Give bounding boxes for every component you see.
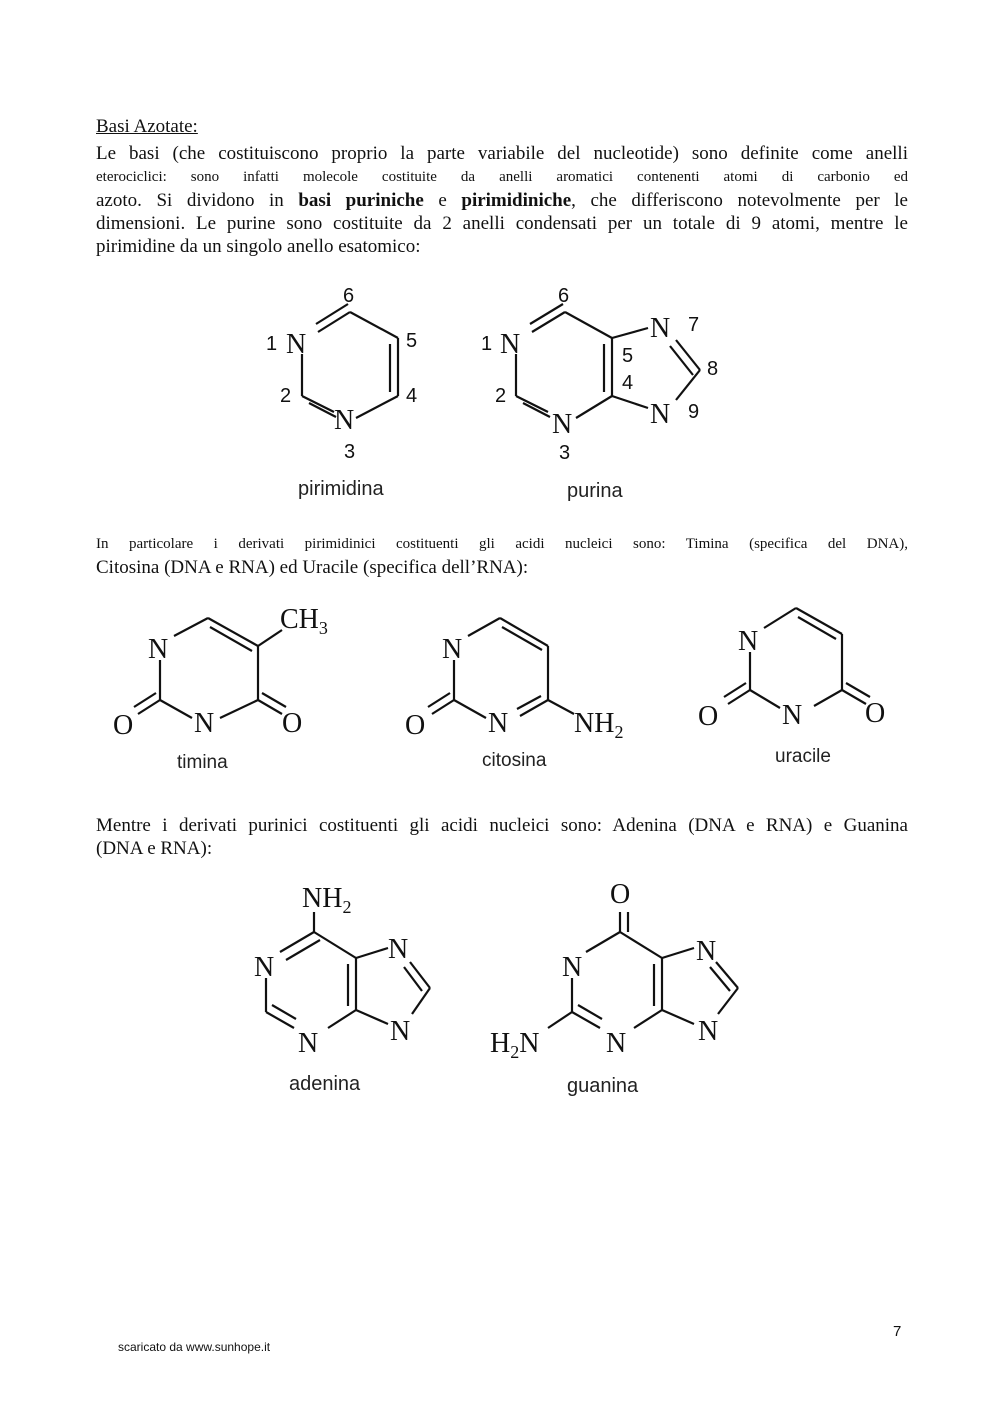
footer-source: scaricato da www.sunhope.it [118, 1340, 271, 1354]
nitrogen-atom: N [738, 626, 759, 657]
amino-n: N [519, 1028, 540, 1059]
caption-citosina: citosina [482, 750, 547, 771]
amino-subscript: 2 [614, 722, 624, 742]
oxygen-atom: O [865, 698, 886, 729]
oxygen-atom: O [405, 710, 426, 741]
caption-guanina: guanina [567, 1075, 639, 1097]
atom-number: 4 [622, 372, 634, 394]
methyl-ch: CH [280, 604, 319, 635]
atom-number: 4 [406, 385, 418, 407]
nitrogen-atom: N [500, 329, 521, 360]
atom-number: 1 [266, 333, 278, 355]
nitrogen-atom: N [562, 952, 583, 983]
atom-number: 3 [559, 442, 571, 464]
caption-uracile: uracile [775, 746, 831, 767]
nitrogen-atom: N [488, 708, 509, 739]
bold-term-puriniche: basi puriniche [298, 190, 424, 211]
atom-number: 7 [688, 314, 700, 336]
nitrogen-atom: N [698, 1016, 719, 1047]
text-run: , che differiscono notevolmente per le [571, 190, 908, 211]
atom-number: 6 [558, 285, 570, 307]
amino-nh: NH [574, 708, 615, 739]
atom-number: 2 [495, 385, 507, 407]
nitrogen-atom: N [650, 313, 671, 344]
amino-subscript: 2 [510, 1042, 520, 1062]
nitrogen-atom: N [148, 634, 169, 665]
nitrogen-atom: N [334, 405, 355, 436]
paragraph-line: Mentre i derivati purinici costituenti gli acidi nucleici sono: Adenina (DNA e RNA) e Guanina [96, 815, 908, 836]
paragraph-line: pirimidine da un singolo anello esatomico: [96, 236, 421, 257]
amino-nh: NH [302, 883, 343, 914]
text-run: azoto. Si dividono in [96, 190, 299, 211]
nitrogen-atom: N [254, 952, 275, 983]
caption-purina: purina [567, 480, 623, 502]
page-number: 7 [893, 1323, 902, 1340]
methyl-subscript: 3 [318, 618, 328, 638]
amino-h: H [490, 1028, 511, 1059]
amino-group [490, 1028, 539, 1062]
paragraph-line: Le basi (che costituiscono proprio la parte variabile del nucleotide) sono definite come anelli [96, 143, 908, 164]
atom-number: 8 [707, 358, 719, 380]
amino-subscript: 2 [342, 897, 352, 917]
paragraph-line: Citosina (DNA e RNA) ed Uracile (specifica dell’RNA): [96, 557, 529, 578]
atom-number: 5 [406, 330, 418, 352]
paragraph-line: (DNA e RNA): [96, 838, 213, 859]
atom-number: 2 [280, 385, 292, 407]
nitrogen-atom: N [650, 399, 671, 430]
nitrogen-atom: N [390, 1016, 411, 1047]
atom-number: 1 [481, 333, 493, 355]
nitrogen-atom: N [606, 1028, 627, 1059]
oxygen-atom: O [698, 701, 719, 732]
paragraph-line: dimensioni. Le purine sono costituite da 2 anelli condensati per un totale di 9 atomi, mentre le [96, 213, 908, 234]
nitrogen-atom: N [782, 700, 803, 731]
nitrogen-atom: N [298, 1028, 319, 1059]
nitrogen-atom: N [194, 708, 215, 739]
caption-timina: timina [177, 752, 228, 773]
nitrogen-atom: N [696, 936, 717, 967]
atom-number: 9 [688, 401, 700, 423]
bold-term-pirimidiniche: pirimidiniche [461, 190, 572, 211]
section-heading: Basi Azotate: [96, 116, 198, 137]
nitrogen-atom: N [442, 634, 463, 665]
oxygen-atom: O [113, 710, 134, 741]
oxygen-atom: O [610, 879, 631, 910]
atom-number: 5 [622, 345, 634, 367]
nitrogen-atom: N [286, 329, 307, 360]
paragraph-line: In particolare i derivati pirimidinici costituenti gli acidi nucleici sono: Timina (specifica del DNA), [96, 536, 908, 552]
atom-number: 6 [343, 285, 355, 307]
nitrogen-atom: N [388, 934, 409, 965]
atom-number: 3 [344, 441, 356, 463]
oxygen-atom: O [282, 708, 303, 739]
nitrogen-atom: N [552, 409, 573, 440]
paragraph-line: eterociclici: sono infatti molecole costituite da anelli aromatici contenenti atomi di carbonio ed [96, 169, 908, 185]
caption-pirimidina: pirimidina [298, 478, 384, 500]
caption-adenina: adenina [289, 1073, 361, 1095]
text-run: e [423, 190, 462, 211]
